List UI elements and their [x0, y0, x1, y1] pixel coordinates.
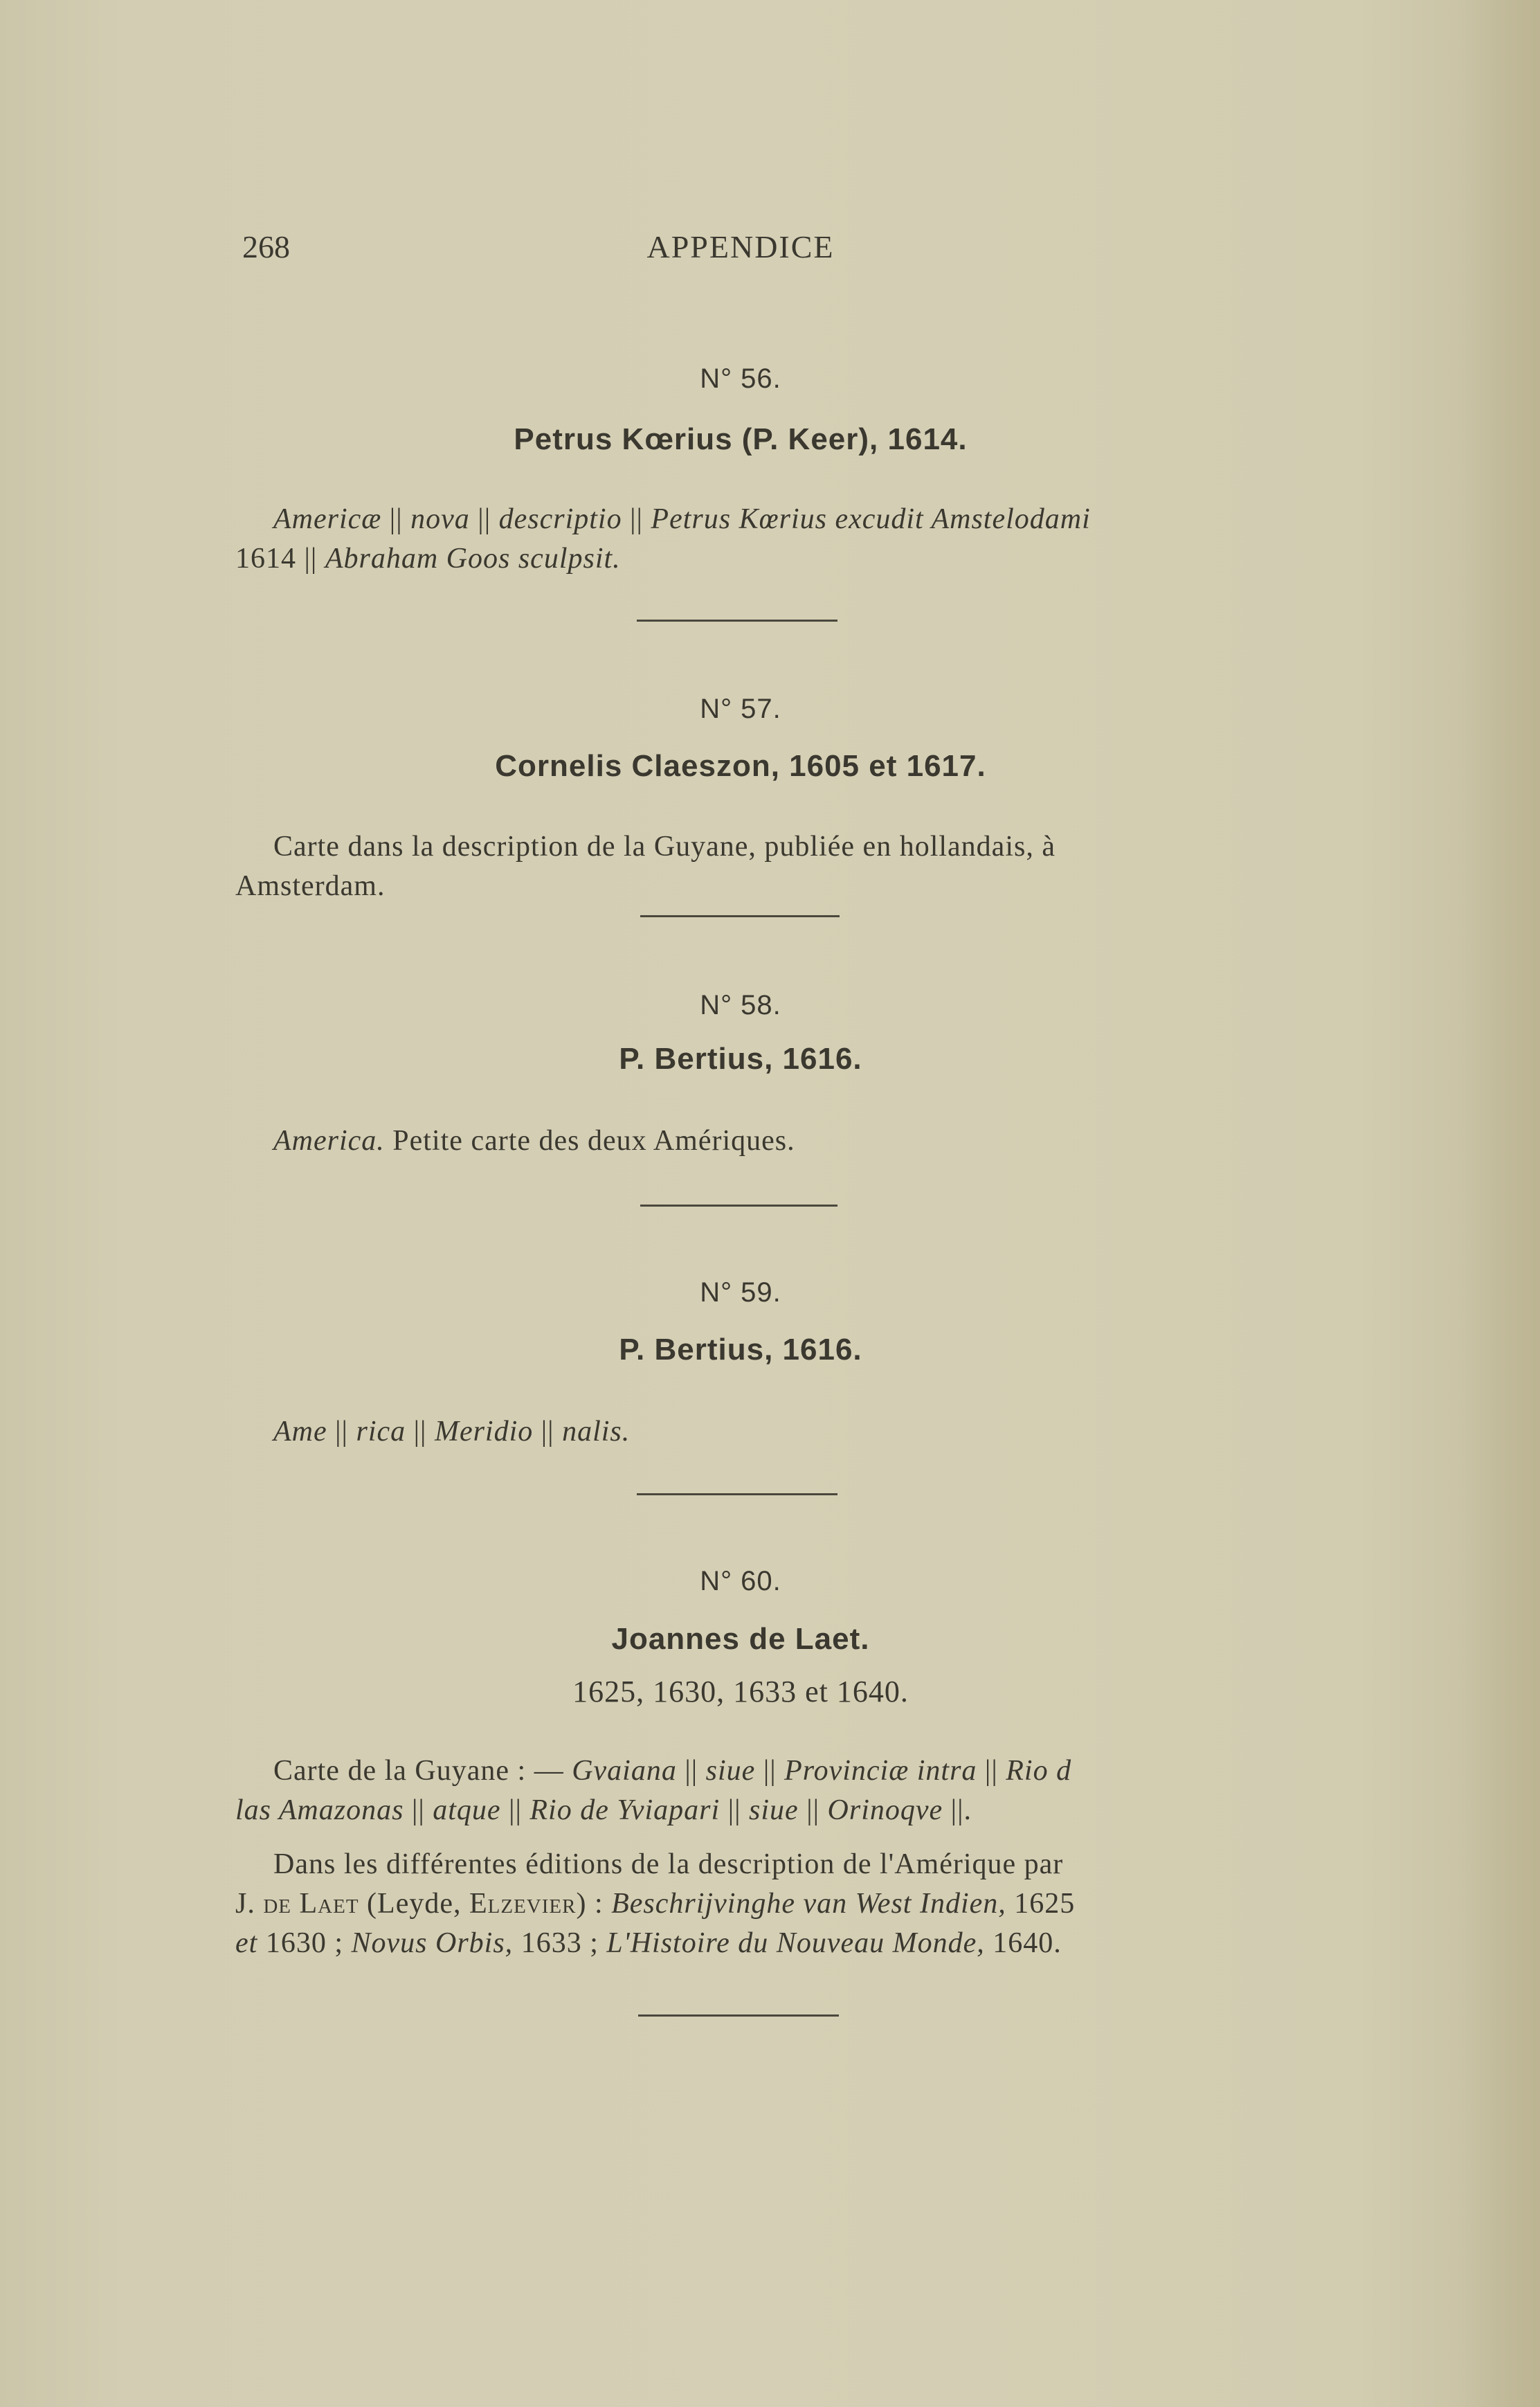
entry-58-heading: P. Bertius, 1616. — [619, 1042, 862, 1076]
separator-rule-3 — [640, 1205, 837, 1207]
entry-60-line-2: las Amazonas || atque || Rio de Yviapari || siue || Orinoqve ||. — [235, 1794, 972, 1826]
entry-58-line-1: America. Petite carte des deux Amériques. — [273, 1125, 795, 1157]
entry-60-line-5: et 1630 ; Novus Orbis, 1633 ; L'Histoire du Nouveau Monde, 1640. — [235, 1927, 1062, 1959]
entry-59-number: N° 59. — [700, 1277, 781, 1308]
entry-59-heading: P. Bertius, 1616. — [619, 1333, 862, 1367]
entry-59-line-1: Ame || rica || Meridio || nalis. — [273, 1416, 631, 1448]
page-number: 268 — [242, 229, 290, 264]
entry-56-number: N° 56. — [700, 363, 781, 394]
running-head — [235, 228, 1246, 270]
separator-rule-2 — [640, 915, 840, 917]
entry-56-line-1: Americæ || nova || descriptio || Petrus Kœrius excudit Amstelodami — [273, 503, 1091, 535]
separator-rule-5 — [638, 2014, 839, 2017]
entry-60-heading: Joannes de Laet. — [611, 1622, 870, 1656]
entry-57-heading: Cornelis Claeszon, 1605 et 1617. — [495, 749, 986, 783]
running-title: APPENDICE — [646, 229, 835, 264]
entry-60-line-3: Dans les différentes éditions de la description de l'Amérique par — [273, 1848, 1064, 1880]
entry-57-line-1: Carte dans la description de la Guyane, publiée en hollandais, à — [273, 831, 1056, 863]
entry-60-number: N° 60. — [700, 1566, 781, 1596]
entry-56-heading: Petrus Kœrius (P. Keer), 1614. — [514, 422, 968, 456]
page-edge-shadow — [1457, 0, 1540, 2407]
entry-57-number: N° 57. — [700, 694, 781, 724]
entry-58-number: N° 58. — [700, 990, 781, 1020]
entry-56-line-2: 1614 || Abraham Goos sculpsit. — [235, 543, 621, 575]
separator-rule-1 — [637, 620, 837, 622]
entry-60-line-1: Carte de la Guyane : — Gvaiana || siue || Provinciæ intra || Rio d — [273, 1755, 1072, 1787]
entry-57-line-2: Amsterdam. — [235, 870, 386, 902]
entry-60-line-4: J. de Laet (Leyde, Elzevier) : Beschrijvinghe van West Indien, 1625 — [235, 1888, 1076, 1920]
separator-rule-4 — [637, 1493, 837, 1495]
entry-60-subheading: 1625, 1630, 1633 et 1640. — [572, 1675, 909, 1709]
